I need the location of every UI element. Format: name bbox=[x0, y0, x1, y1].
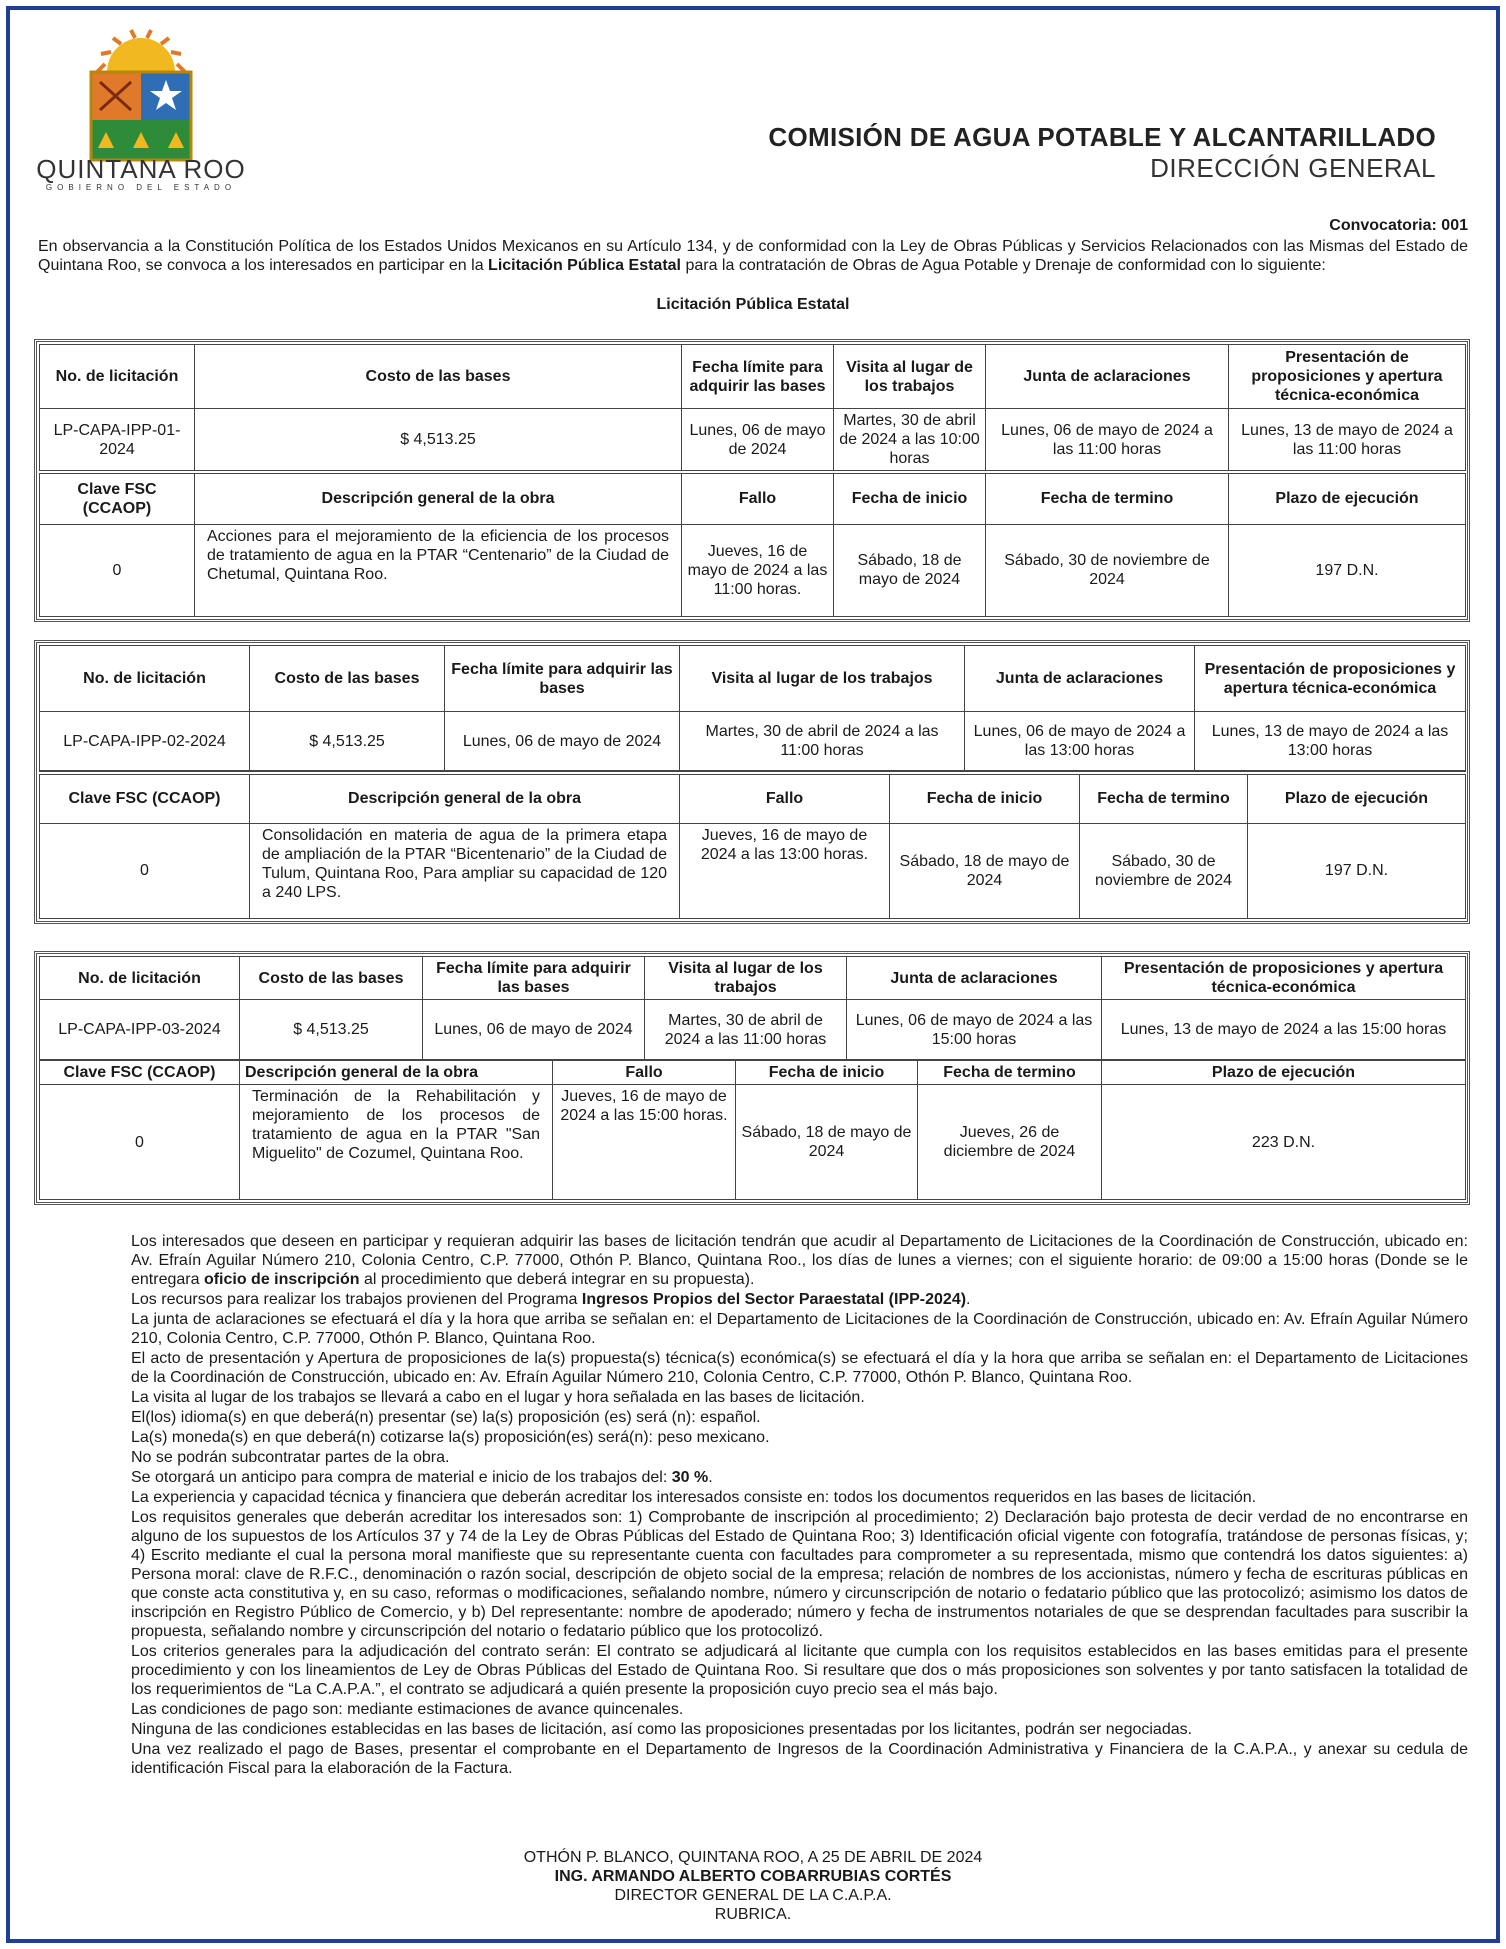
list-item: La experiencia y capacidad técnica y financiera que deberán acreditar los interesados consiste en: todos los documentos requeridos en las bases de licitación. bbox=[66, 1488, 1468, 1507]
table-row: LP-CAPA-IPP-03-2024 $ 4,513.25 Lunes, 06 de mayo de 2024 Martes, 30 de abril de 2024 a las 11:00 horas Lunes, 06 de mayo de 2024 a las 15:00 horas Lunes, 13 de mayo de 2024 a las 15:00 horas bbox=[40, 1000, 1466, 1060]
bullet-box-icon bbox=[66, 1508, 131, 1641]
table-row: 0 Consolidación en materia de agua de la primera etapa de ampliación de la PTAR “Bicentenario” de la Ciudad de Tulum, Quintana Roo, Para ampliar su capacidad de 120 a 240 LPS. Jueves, 16 de mayo de 2024 a las 13:00 horas. Sábado, 18 de mayo de 2024 Sábado, 30 de noviembre de 2024 197 D.N. bbox=[40, 823, 1466, 918]
logo-subtitle: GOBIERNO DEL ESTADO bbox=[45, 183, 237, 192]
intro-bold: Licitación Pública Estatal bbox=[488, 257, 681, 274]
list-item: El(los) idioma(s) en que deberá(n) presentar (se) la(s) proposición (es) será (n): español. bbox=[66, 1408, 1468, 1427]
list-item: Los recursos para realizar los trabajos provienen del Programa Ingresos Propios del Sector Paraestatal (IPP-2024). bbox=[66, 1290, 1468, 1309]
table-row: 0 Terminación de la Rehabilitación y mejoramiento de los procesos de tratamiento de agua en la PTAR "San Miguelito" de Cozumel, Quintana Roo. Jueves, 16 de mayo de 2024 a las 15:00 horas. Sábado, 18 de mayo de 2024 Jueves, 26 de diciembre de 2024 223 D.N. bbox=[40, 1085, 1466, 1200]
tender-table-2 bbox=[34, 640, 1470, 924]
place-date: OTHÓN P. BLANCO, QUINTANA ROO, A 25 DE ABRIL DE 2024 bbox=[523, 1849, 983, 1866]
conditions-list bbox=[66, 1232, 1468, 1779]
bullet-box-icon bbox=[66, 1310, 131, 1348]
list-item: Ninguna de las condiciones establecidas en las bases de licitación, así como las proposiciones presentadas por los licitantes, podrán ser negociadas. bbox=[66, 1720, 1468, 1739]
bullet-box-icon bbox=[66, 1740, 131, 1778]
list-item: No se podrán subcontratar partes de la obra. bbox=[66, 1448, 1468, 1467]
list-item: El acto de presentación y Apertura de proposiciones de la(s) propuesta(s) técnica(s) económica(s) se efectuará el día y la hora que arriba se señalan en: el Departamento de Licitaciones de la Coordinación de Construcción, ubicado en: Av. Efraín Aguilar Número 210, Colonia Centro, C.P. 77000, Othón P. Blanco, Quintana Roo. bbox=[66, 1349, 1468, 1387]
bullet-box-icon bbox=[66, 1290, 131, 1309]
list-item: La junta de aclaraciones se efectuará el día y la hora que arriba se señalan en: el Departamento de Licitaciones de la Coordinación de Construcción, ubicado en: Av. Efraín Aguilar Número 210, Colonia Centro, C.P. 77000, Othón P. Blanco, Quintana Roo. bbox=[66, 1310, 1468, 1348]
rubrica: RUBRICA. bbox=[714, 1906, 792, 1923]
bullet-box-icon bbox=[66, 1720, 131, 1739]
list-item: Los interesados que deseen en participar y requieran adquirir las bases de licitación tendrán que acudir al Departamento de Licitaciones de la Coordinación de Construcción, ubicado en: Av. Efraín Aguilar Número 210, Colonia Centro, C.P. 77000, Othón P. Blanco, Quintana Roo., los días de lunes a viernes; con el siguiente horario: de 09:00 a 15:00 horas (Donde se le entregara oficio de inscripción al procedimiento que deberá integrar en su propuesta). bbox=[66, 1232, 1468, 1289]
bullet-box-icon bbox=[66, 1232, 131, 1289]
list-item: La visita al lugar de los trabajos se llevará a cabo en el lugar y hora señalada en las bases de licitación. bbox=[66, 1388, 1468, 1407]
list-item: Las condiciones de pago son: mediante estimaciones de avance quincenales. bbox=[66, 1700, 1468, 1719]
list-item: Los requisitos generales que deberán acreditar los interesados son: 1) Comprobante de inscripción al procedimiento; 2) Declaración bajo protesta de decir verdad de no encontrarse en alguno de los supuestos de los Artículos 37 y 74 de la Ley de Obras Públicas del Estado de Quintana Roo; 3) Identificación oficial vigente con fotografía, tratándose de personas físicas, y; 4) Escrito mediante el cual la persona moral manifieste que su representante cuenta con facultades para comprometer a su representada, mismo que contendrá los datos siguientes: a) Persona moral: clave de R.F.C., denominación o razón social, descripción de objeto social de la empresa; relación de nombres de los accionistas, número y fecha de escrituras públicas en que conste acta constitutiva y, en su caso, reformas o modificaciones, señalando nombre, número y circunscripción de notario o fedatario público que las protocolizó; asimismo los datos de inscripción en Registro Público de Comercio, y b) Del representante: nombre de apoderado; número y fecha de instrumentos notariales de que se desprendan facultades para suscribir la propuesta, señalando nombre y circunscripción del notario o fedatario público que los protocolizó. bbox=[66, 1508, 1468, 1641]
signature-block bbox=[0, 1848, 1506, 1924]
intro-paragraph: En observancia a la Constitución Política de los Estados Unidos Mexicanos en su Artículo 134, y de conformidad con la Ley de Obras Públicas y Servicios Relacionados con las Mismas del Estado de Quintana Roo, se convoca a los interesados en participar en la Licitación Pública Estatal para la contratación de Obras de Agua Potable y Drenaje de conformidad con lo siguiente: bbox=[38, 238, 1468, 274]
tender-table-1 bbox=[34, 339, 1470, 622]
section-title: Licitación Pública Estatal bbox=[656, 296, 850, 313]
bullet-box-icon bbox=[66, 1488, 131, 1507]
bullet-box-icon bbox=[66, 1700, 131, 1719]
list-item: La(s) moneda(s) en que deberá(n) cotizarse la(s) proposición(es) será(n): peso mexicano. bbox=[66, 1428, 1468, 1447]
table-row: LP-CAPA-IPP-01-2024 $ 4,513.25 Lunes, 06 de mayo de 2024 Martes, 30 de abril de 2024 a las 10:00 horas Lunes, 06 de mayo de 2024 a las 11:00 horas Lunes, 13 de mayo de 2024 a las 11:00 horas bbox=[40, 409, 1466, 473]
table-header-row: No. de licitación Costo de las bases Fecha límite para adquirir las bases Visita al lugar de los trabajos Junta de aclaraciones Presentación de proposiciones y apertura técnica-económica bbox=[40, 345, 1466, 409]
table-row: LP-CAPA-IPP-02-2024 $ 4,513.25 Lunes, 06 de mayo de 2024 Martes, 30 de abril de 2024 a las 11:00 horas Lunes, 06 de mayo de 2024 a las 13:00 horas Lunes, 13 de mayo de 2024 a las 13:00 horas bbox=[40, 712, 1466, 771]
agency-title: COMISIÓN DE AGUA POTABLE Y ALCANTARILLADO bbox=[768, 122, 1436, 152]
table-header-row: Clave FSC (CCAOP) Descripción general de la obra Fallo Fecha de inicio Fecha de termino Plazo de ejecución bbox=[40, 472, 1466, 524]
bullet-box-icon bbox=[66, 1428, 131, 1447]
table-header-row: Clave FSC (CCAOP) Descripción general de la obra Fallo Fecha de inicio Fecha de termino Plazo de ejecución bbox=[40, 773, 1466, 823]
table-header-row: No. de licitación Costo de las bases Fecha límite para adquirir las bases Visita al lugar de los trabajos Junta de aclaraciones Presentación de proposiciones y apertura técnica-económica bbox=[40, 646, 1466, 712]
agency-subtitle: DIRECCIÓN GENERAL bbox=[1150, 153, 1436, 183]
bullet-box-icon bbox=[66, 1468, 131, 1487]
list-item: Una vez realizado el pago de Bases, presentar el comprobante en el Departamento de Ingresos de la Coordinación Administrativa y Financiera de la C.A.P.A., y anexar su cedula de identificación Fiscal para la elaboración de la Factura. bbox=[66, 1740, 1468, 1778]
bullet-box-icon bbox=[66, 1448, 131, 1467]
tender-table-3 bbox=[34, 951, 1470, 1205]
bullet-box-icon bbox=[66, 1408, 131, 1427]
bullet-box-icon bbox=[66, 1388, 131, 1407]
list-item: Los criterios generales para la adjudicación del contrato serán: El contrato se adjudicará al licitante que cumpla con los requisitos establecidos en las bases emitidas para el presente procedimiento y con los lineamientos de Ley de Obras Públicas del Estado de Quintana Roo. Si resultare que dos o más proposiciones son solventes y por tanto satisfacen la totalidad de los requerimientos de “La C.A.P.A.”, el contrato se adjudicará a quién presente la proposición cuyo precio sea el más bajo. bbox=[66, 1642, 1468, 1699]
logo-name: QUINTANA ROO bbox=[36, 154, 246, 184]
table-row: 0 Acciones para el mejoramiento de la eficiencia de los procesos de tratamiento de agua en la PTAR “Centenario” de la Ciudad de Chetumal, Quintana Roo. Jueves, 16 de mayo de 2024 a las 11:00 horas. Sábado, 18 de mayo de 2024 Sábado, 30 de noviembre de 2024 197 D.N. bbox=[40, 524, 1466, 616]
convocatoria-number: Convocatoria: 001 bbox=[1329, 217, 1468, 234]
signer-position: DIRECTOR GENERAL DE LA C.A.P.A. bbox=[614, 1887, 892, 1904]
signer-name: ING. ARMANDO ALBERTO COBARRUBIAS CORTÉS bbox=[554, 1868, 952, 1885]
bullet-box-icon bbox=[66, 1642, 131, 1699]
table-header-row: Clave FSC (CCAOP) Descripción general de la obra Fallo Fecha de inicio Fecha de termino Plazo de ejecución bbox=[40, 1061, 1466, 1085]
table-header-row: No. de licitación Costo de las bases Fecha límite para adquirir las bases Visita al lugar de los trabajos Junta de aclaraciones Presentación de proposiciones y apertura técnica-económica bbox=[40, 957, 1466, 1000]
bullet-box-icon bbox=[66, 1349, 131, 1387]
list-item: Se otorgará un anticipo para compra de material e inicio de los trabajos del: 30 %. bbox=[66, 1468, 1468, 1487]
